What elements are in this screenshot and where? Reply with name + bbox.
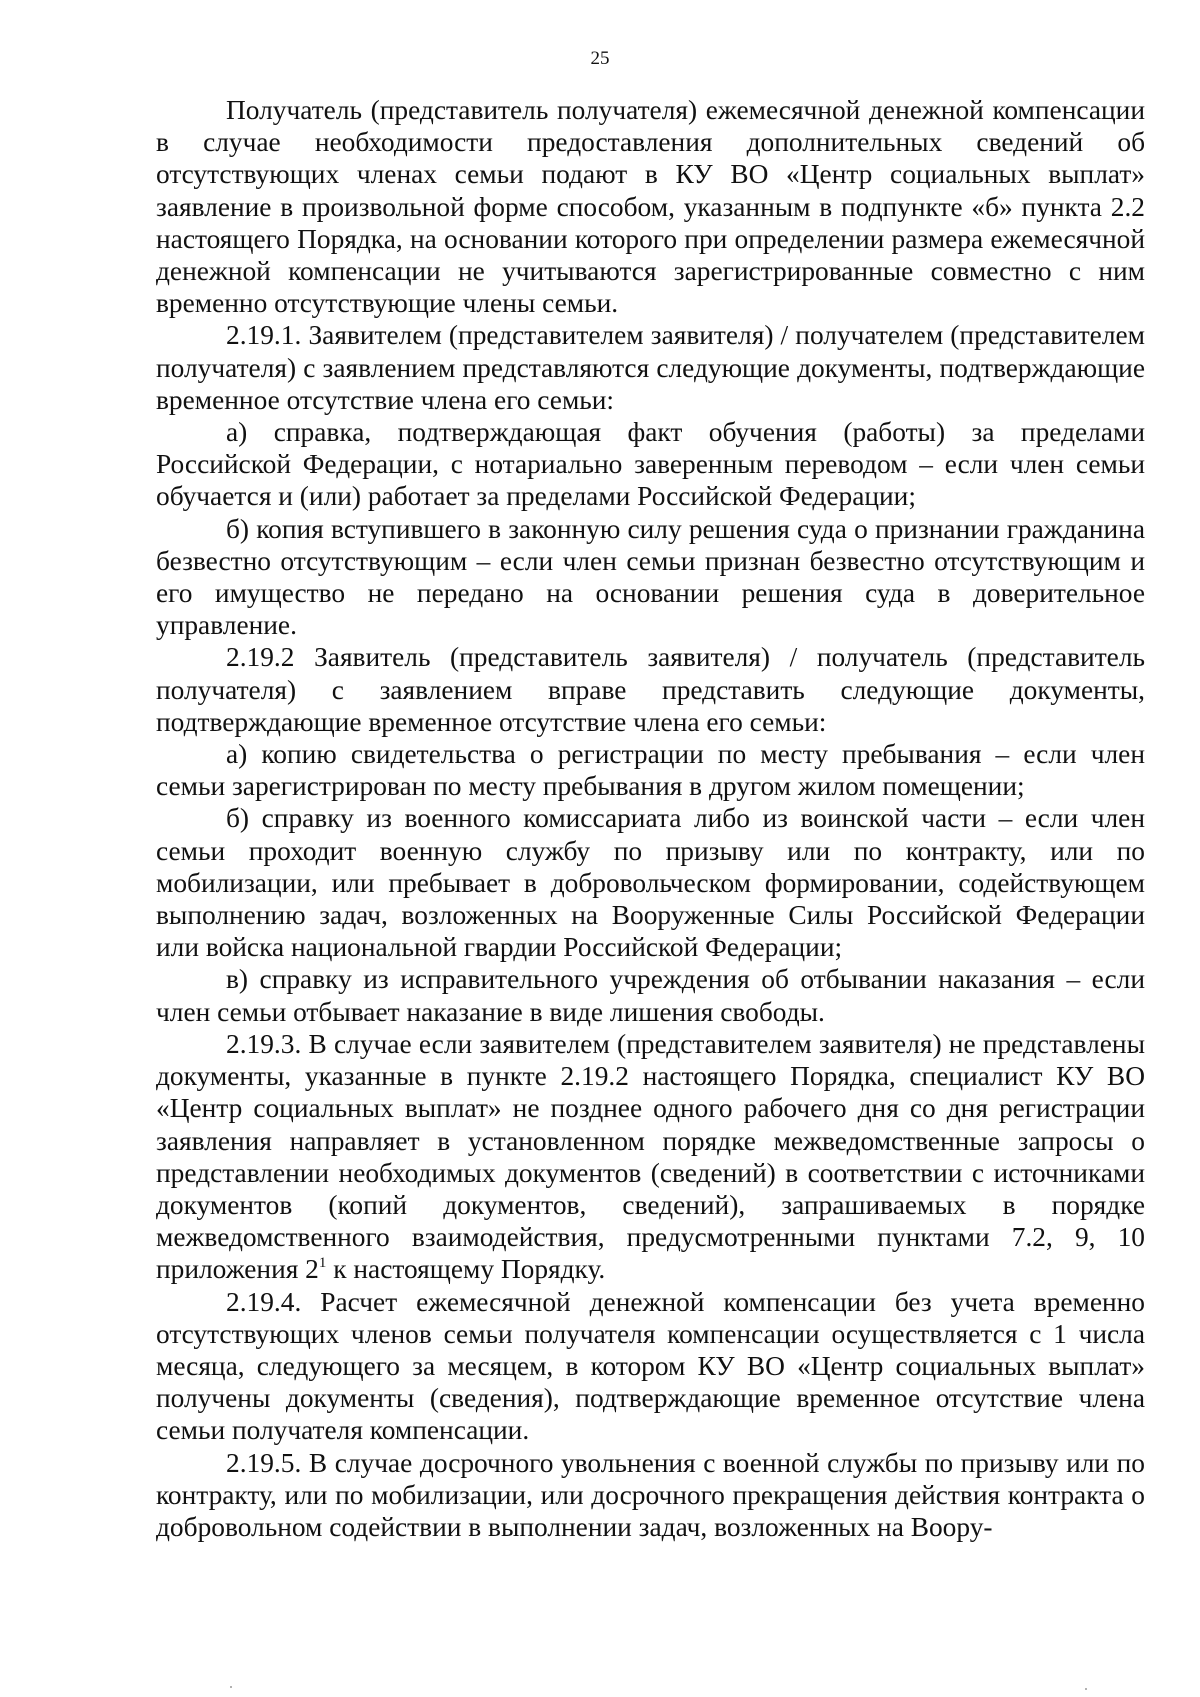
scan-speck [1085, 1688, 1087, 1690]
paragraph-2-19-2-v: в) справку из исправительного учреждения об отбывании наказания – если член семьи отбывает наказание в виде лишения свободы. [156, 964, 1145, 1027]
paragraph-2-19-1-a: а) справка, подтверждающая факт обучения (работы) за пределами Российской Федерации, с нотариально заверенным переводом – если член семьи обучается и (или) работает за пределами Российской Федерации; [156, 417, 1145, 512]
page-number: 25 [590, 48, 610, 69]
paragraph-2-19-1-b: б) копия вступившего в законную силу решения суда о признании гражданина безвестно отсутствующим – если член семьи признан безвестно отсутствующим и его имущество не передано на основании решения суда в доверительное управление. [156, 513, 1145, 641]
paragraph-2-19-3-text: 2.19.3. В случае если заявителем (представителем заявителя) не представлены документы, указанные в пункте 2.19.2 настоящего Порядка, специалист КУ ВО «Центр социальных выплат» не позднее одного рабочего дня со дня регистрации заявления направляет в установленном порядке межведомственные запросы о представлении необходимых документов (сведений) в соответствии с источниками документов (копий документов, сведений), запрашиваемых в порядке межведомственного взаимодействия, предусмотренными пунктами 7.2, 9, 10 приложения 2 [156, 1028, 1145, 1285]
paragraph-2-19-1: 2.19.1. Заявителем (представителем заявителя) / получателем (представителем получателя) с заявлением представляются следующие документы, подтверждающие временное отсутствие члена его семьи: [156, 320, 1145, 415]
paragraph-2-19-3 [156, 1028, 1145, 1286]
paragraph-2-19-2: 2.19.2 Заявитель (представитель заявителя) / получатель (представитель получателя) с заявлением вправе представить следующие документы, подтверждающие временное отсутствие члена его семьи: [156, 642, 1145, 737]
paragraph-2-19-5: 2.19.5. В случае досрочного увольнения с военной службы по призыву или по контракту, или по мобилизации, или досрочного прекращения действия контракта о добровольном содействии в выполнении задач, возложенных на Воору- [156, 1447, 1145, 1542]
paragraph-2-19-3-tail: к настоящему Порядку. [326, 1254, 606, 1285]
paragraph-2-19-4: 2.19.4. Расчет ежемесячной денежной компенсации без учета временно отсутствующих членов семьи получателя компенсации осуществляется с 1 числа месяца, следующего за месяцем, в котором КУ ВО «Центр социальных выплат» получены документы (сведения), подтверждающие временное отсутствие члена семьи получателя компенсации. [156, 1286, 1145, 1446]
document-body [156, 94, 1145, 1543]
scan-speck [230, 1686, 232, 1688]
paragraph-2-19-2-a: а) копию свидетельства о регистрации по месту пребывания – если член семьи зарегистрирован по месту пребывания в другом жилом помещении; [156, 739, 1145, 802]
paragraph-2-19-2-b: б) справку из военного комиссариата либо из воинской части – если член семьи проходит военную службу по призыву или по контракту, или по мобилизации, или пребывает в добровольческом формировании, содействующем выполнению задач, возложенных на Вооруженные Силы Российской Федерации или войска национальной гвардии Российской Федерации; [156, 803, 1145, 963]
paragraph-intro: Получатель (представитель получателя) ежемесячной денежной компенсации в случае необходимости предоставления дополнительных сведений об отсутствующих членах семьи подают в КУ ВО «Центр социальных выплат» заявление в произвольной форме способом, указанным в подпункте «б» пункта 2.2 настоящего Порядка, на основании которого при определении размера ежемесячной денежной компенсации не учитываются зарегистрированные совместно с ним временно отсутствующие члены семьи. [156, 95, 1145, 319]
superscript-footnote: 1 [318, 1255, 327, 1272]
